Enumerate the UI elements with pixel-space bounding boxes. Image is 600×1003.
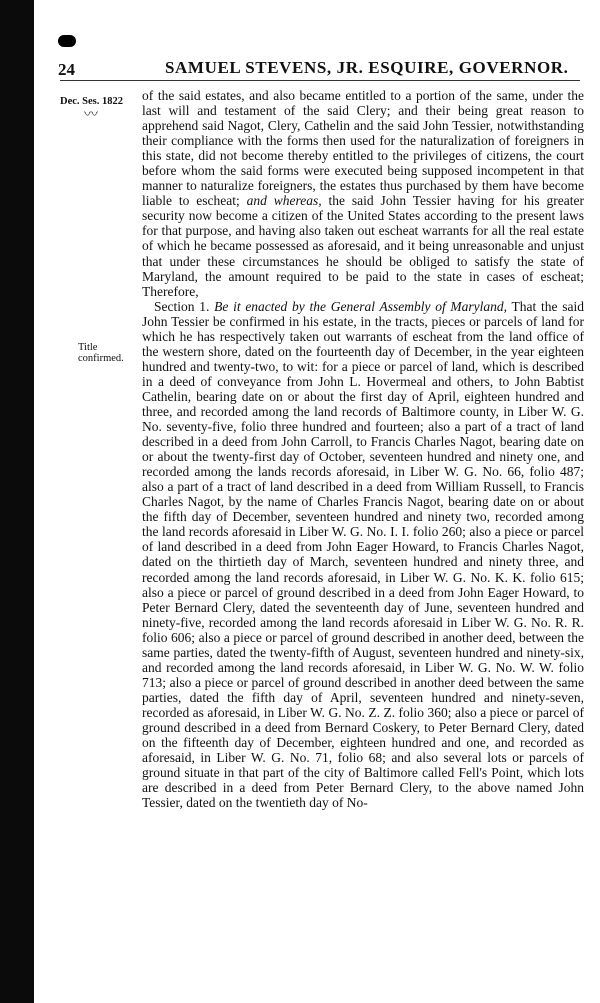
section-text: That the said John Tessier be confirmed in his estate, in the tracts, pieces or parcels of land for which he has respectively taken out warrants of escheat from the land office of the western shore, dated on the fourteenth day of December, in the year eighteen hundred and twenty-two, to wit: for a piece or parcel of land, which is described in a deed of conveyance from John L. Hovermeal and others, to John Babtist Cathelin, bearing date on or about the first day of April, eighteen hundred and three, and recorded among the land records of Baltimore county, in Liber W. G. No. seventy-five, folio three hundred and fourteen; also a part of a tract of land described in a deed from John Carroll, to Francis Charles Nagot, bearing date on or about the twenty-first day of October, seventeen hundred and ninety one, and recorded among the lands records aforesaid, in Liber W. G. No. 66, folio 487; also a part of a tract of land described in a deed from William Russell, to Francis Charles Nagot, by the name of Charles Francis Nagot, bearing date on or about the fifth day of December, seventeen hundred and ninety two, recorded among the land records aforesaid in Liber W. G. No. I. I. folio 260; also a piece or parcel of land described in a deed from John Eager Howard, to Francis Charles Nagot, dated on the thirtieth day of March, seventeen hundred and ninety three, and recorded among the land records aforesaid, in Liber W. G. No. K. K. folio 615; also a piece or parcel of ground described in a deed from John Eager Howard, to Peter Bernard Clery, dated the seventeenth day of June, seventeen hundred and ninety-five, recorded among the land records aforesaid in Liber W. G. No. R. R. folio 606; also a piece or parcel of ground described in another deed, between the same parties, dated the twenty-fifth of August, seventeen hundred and ninety-six, and recorded among the land records aforesaid, in Liber W. G. No. W. W. folio 713; also a piece or parcel of ground described in another deed between the same parties, dated the fifth day of April, seventeen hundred and ninety-seven, recorded as aforesaid, in Liber W. G. No. Z. Z. folio 360; also a piece or parcel of ground described in a deed from Bernard Coskery, to Peter Bernard Clery, dated on the fifteenth day of December, eighteen hundred and one, and recorded as aforesaid, in Liber W. G. No. 71, folio 68; and also several lots or parcels of ground situate in that part of the city of Baltimore called Fell's Point, which lots are described in a deed from Peter Bernard Clery, to the above named John Tessier, dated on the twentieth day of No- [142, 298, 584, 811]
document-body [142, 88, 584, 810]
enacting-clause: Be it enacted by the General Assembly of Maryland, [214, 298, 508, 314]
section-1-paragraph [142, 299, 584, 811]
section-label: Section 1. [154, 298, 210, 314]
whereas-clause: and whereas, [246, 193, 322, 209]
running-title: SAMUEL STEVENS, JR. ESQUIRE, GOVERNOR. [165, 58, 569, 77]
margin-note-date: Dec. Ses. 1822 [60, 96, 123, 107]
scan-dark-edge [0, 0, 34, 1003]
preamble-text-end: the said John Tessier having for his greater security now become a citizen of the United States according to the present laws for that purpose, and having also taken out escheat warrants for all the real estate of which he became possessed as aforesaid, and it being unreasonable and unjust that under these circumstances he should be obliged to satisfy the state of Maryland, the amount required to be paid to the state in cases of escheat; Therefore, [142, 193, 585, 299]
margin-note-title-confirmed: Title confirmed. [78, 342, 124, 364]
page-number: 24 [58, 60, 75, 79]
pen-flourish-mark: 〰 [84, 108, 98, 123]
preamble-text: of the said estates, and also became entitled to a portion of the same, under the last will and testament of the said Clery; and their being great reason to apprehend said Nagot, Clery, Cathelin and the said John Tessier, notwithstanding their compliance with the forms then used for the naturalization of foreigners in this state, did not become thereby entitled to the privileges of citizens, the court before whom the said forms were executed being supposed incompetent in that manner to naturalize foreigners, the estates thus purchased by them have become liable to escheat; [142, 88, 584, 209]
binding-hole [58, 35, 76, 47]
preamble-paragraph [142, 88, 584, 299]
header-rule [60, 80, 580, 81]
